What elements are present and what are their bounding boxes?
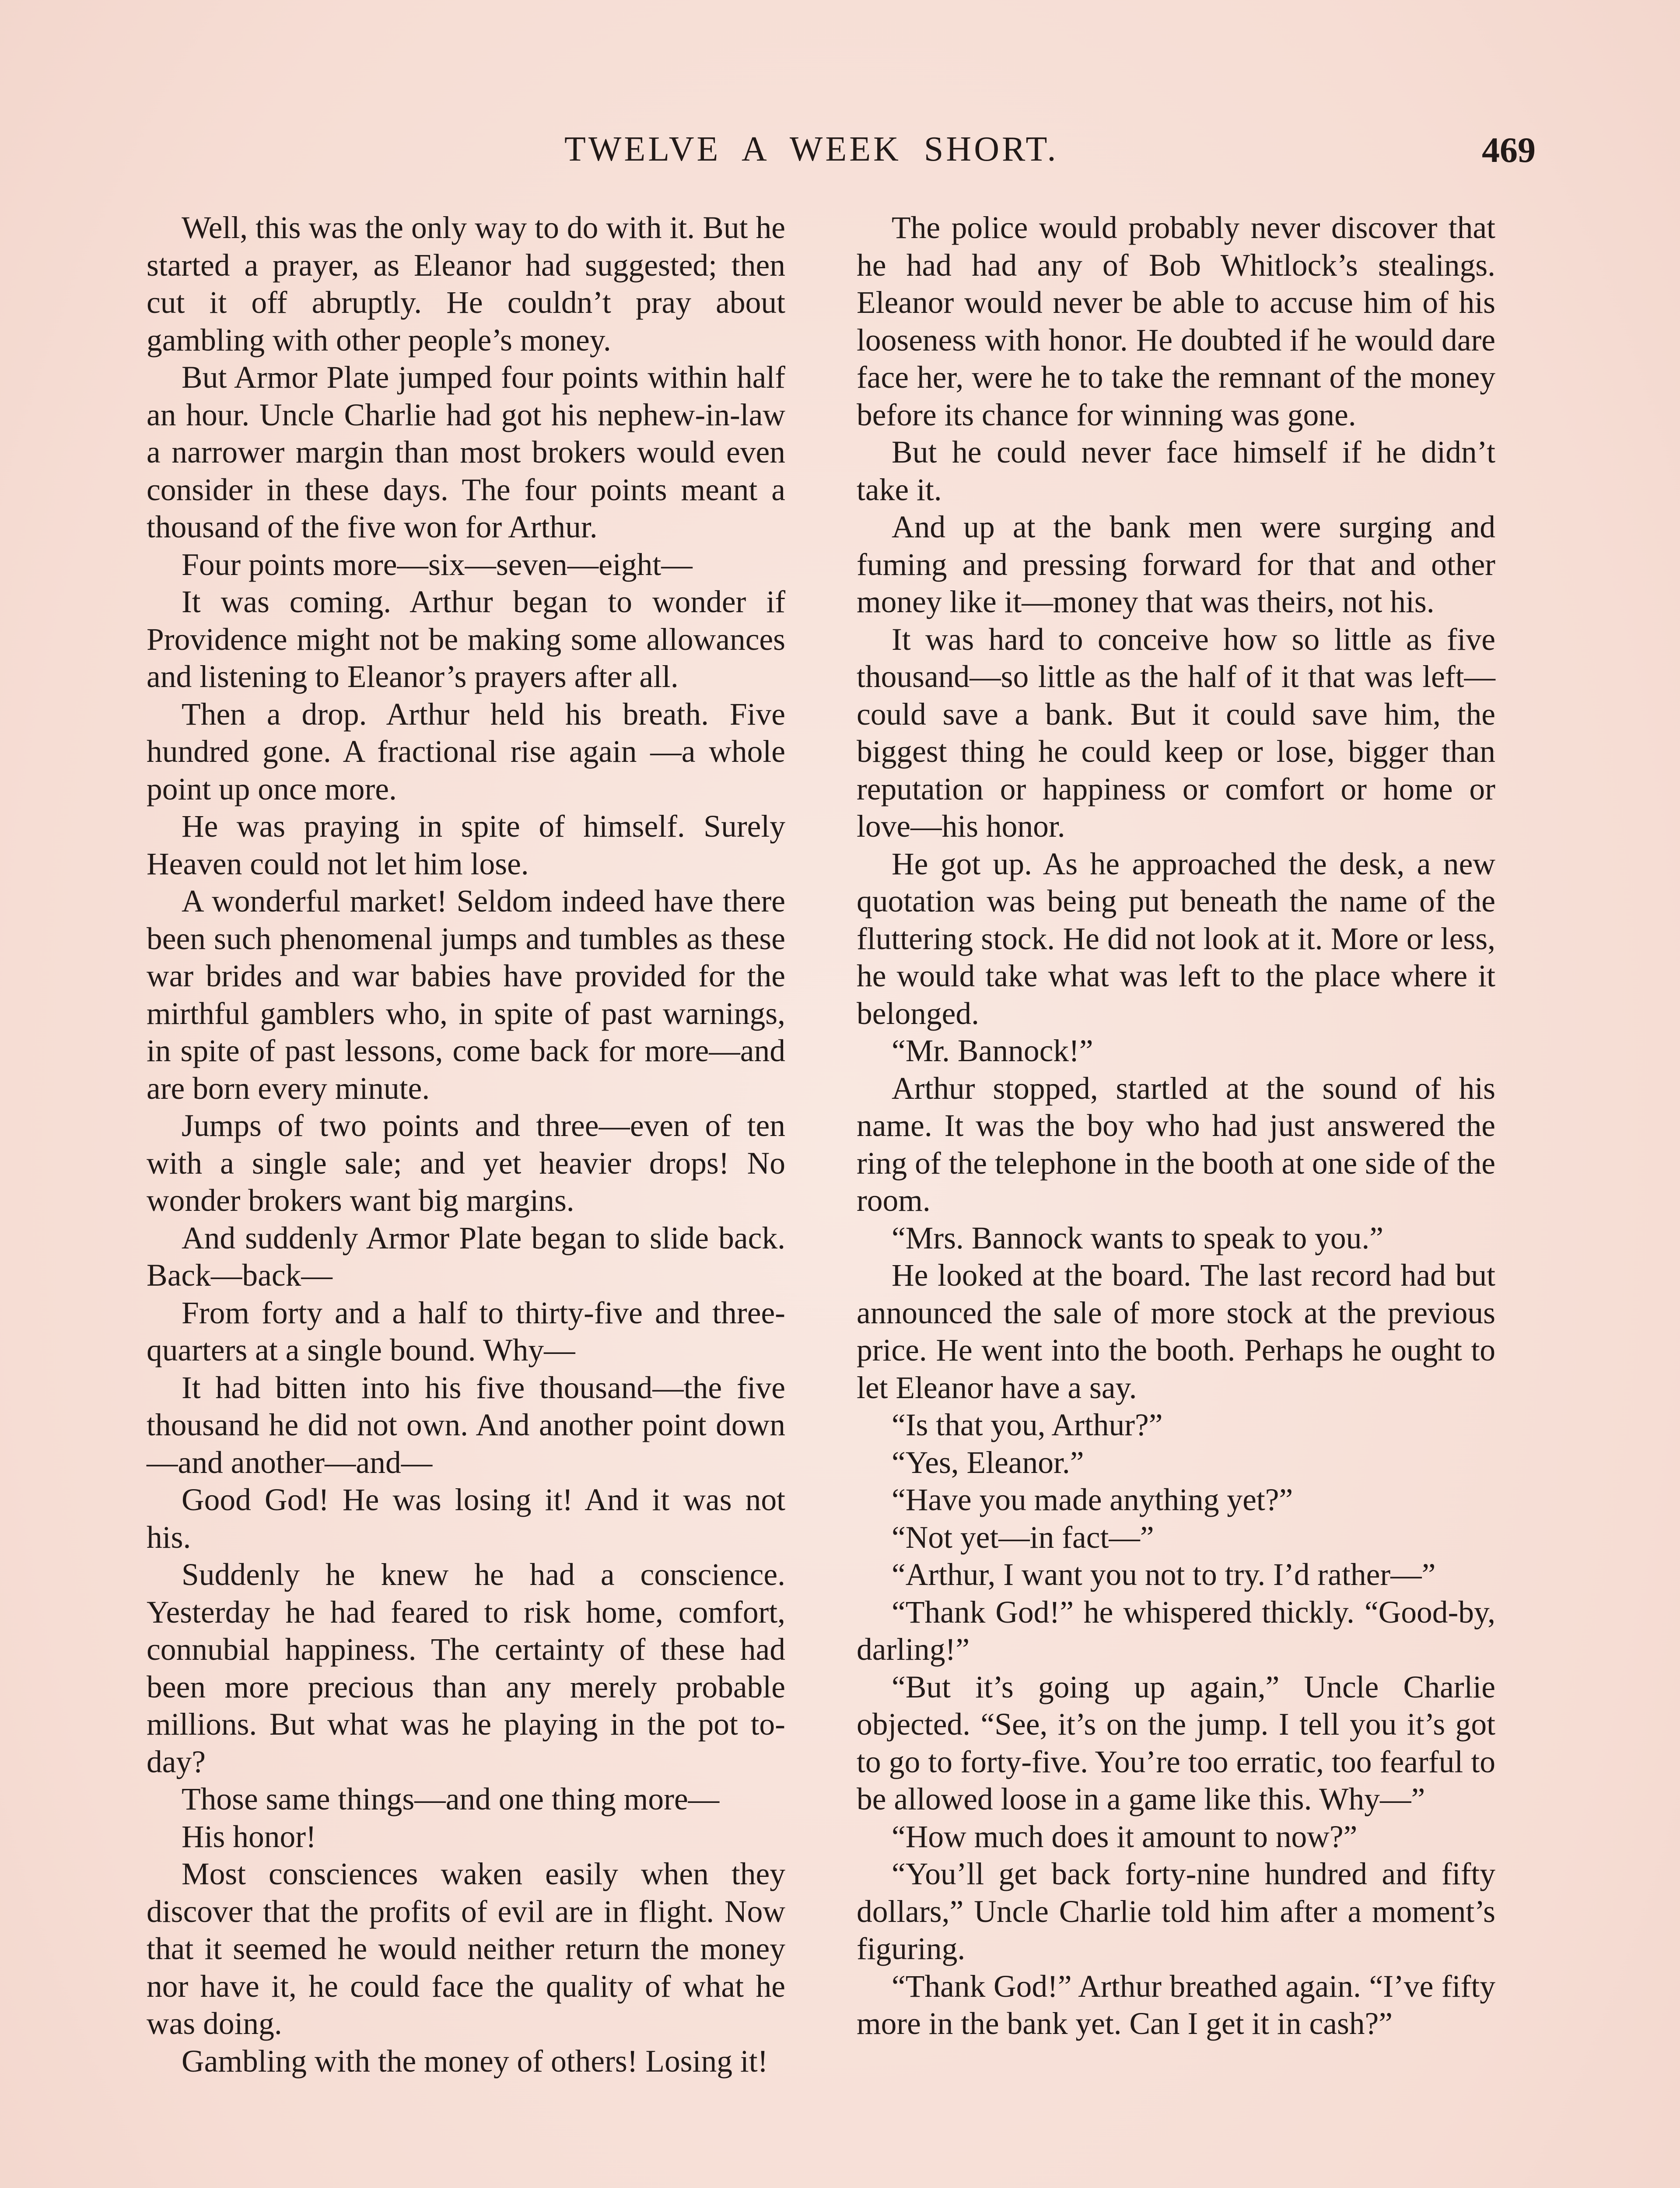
- paragraph: Well, this was the only way to do with it. But he started a prayer, as Eleanor had suggested; then cut it off abruptly. He couldn’t pray about gambling with other people’s money.: [147, 210, 785, 358]
- paragraph: He was praying in spite of himself. Surely Heaven could not let him lose.: [147, 809, 785, 881]
- paragraph: But he could never face himself if he didn’t take it.: [857, 435, 1495, 507]
- paragraph: “Thank God!” he whispered thickly. “Good-by, darling!”: [857, 1595, 1495, 1667]
- paragraph: He looked at the board. The last record had but announced the sale of more stock at the previous price. He went into the booth. Perhaps he ought to let Eleanor have a say.: [857, 1258, 1495, 1405]
- paragraph: “Arthur, I want you not to try. I’d rather—”: [892, 1557, 1436, 1592]
- right-column: [857, 209, 1495, 2043]
- paragraph: He got up. As he approached the desk, a new quotation was being put beneath the name of the fluttering stock. He did not look at it. More or less, he would take what was left to the place where it belonged.: [857, 846, 1495, 1031]
- paragraph: Jumps of two points and three—even of ten with a single sale; and yet heavier drops! No wonder brokers want big margins.: [147, 1108, 785, 1218]
- paragraph: “Mrs. Bannock wants to speak to you.”: [892, 1220, 1383, 1255]
- paragraph: Four points more—six—seven—eight—: [182, 547, 693, 582]
- paragraph: His honor!: [182, 1819, 316, 1854]
- paragraph: Gambling with the money of others! Losing it!: [182, 2044, 768, 2079]
- paragraph: And up at the bank men were surging and fuming and pressing forward for that and other money like it—money that was theirs, not his.: [857, 510, 1495, 619]
- running-head: [0, 130, 1680, 178]
- paragraph: “Have you made anything yet?”: [892, 1483, 1293, 1517]
- paragraph: “Mr. Bannock!”: [892, 1034, 1093, 1068]
- paragraph: Those same things—and one thing more—: [182, 1782, 720, 1816]
- paragraph: From forty and a half to thirty-five and three-quarters at a single bound. Why—: [147, 1295, 785, 1368]
- paragraph: “How much does it amount to now?”: [892, 1819, 1358, 1854]
- paragraph: Good God! He was losing it! And it was not his.: [147, 1483, 785, 1555]
- paragraph: And suddenly Armor Plate began to slide back. Back—back—: [147, 1220, 785, 1293]
- paragraph: “Is that you, Arthur?”: [892, 1408, 1163, 1442]
- paragraph: “Thank God!” Arthur breathed again. “I’ve fifty more in the bank yet. Can I get it in cash?”: [857, 1969, 1495, 2041]
- paragraph: “You’ll get back forty-nine hundred and fifty dollars,” Uncle Charlie told him after a moment’s figuring.: [857, 1857, 1495, 1966]
- paragraph: But Armor Plate jumped four points within half an hour. Uncle Charlie had got his nephew-in-law a narrower margin than most brokers would even consider in these days. The four points meant a thousand of the five won for Arthur.: [147, 360, 785, 544]
- paragraph: Then a drop. Arthur held his breath. Five hundred gone. A fractional rise again —a whole point up once more.: [147, 697, 785, 806]
- paragraph: The police would probably never discover that he had had any of Bob Whitlock’s stealings. Eleanor would never be able to accuse him of his looseness with honor. He doubted if he would dare face her, were he to take the remnant of the money before its chance for winning was gone.: [857, 210, 1495, 432]
- paragraph: “But it’s going up again,” Uncle Charlie objected. “See, it’s on the jump. I tell you it’s got to go to forty-five. You’re too erratic, too fearful to be allowed loose in a game like this. Why—”: [857, 1669, 1495, 1816]
- left-column: [147, 209, 785, 2080]
- paragraph: Suddenly he knew he had a conscience. Yesterday he had feared to risk home, comfort, connubial happiness. The certainty of these had been more precious than any merely probable millions. But what was he playing in the pot to-day?: [147, 1557, 785, 1779]
- paragraph: It had bitten into his five thousand—the five thousand he did not own. And another point down—and another—and—: [147, 1370, 785, 1480]
- paragraph: It was hard to conceive how so little as five thousand—so little as the half of it that was left—could save a bank. But it could save him, the biggest thing he could keep or lose, bigger than reputation or happiness or comfort or home or love—his honor.: [857, 622, 1495, 844]
- paragraph: Most consciences waken easily when they discover that the profits of evil are in flight. Now that it seemed he would neither return the money nor have it, he could face the quality of what he was doing.: [147, 1857, 785, 2041]
- running-title: TWELVE A WEEK SHORT.: [564, 130, 1059, 168]
- page-number: 469: [1482, 130, 1536, 170]
- paragraph: It was coming. Arthur began to wonder if Providence might not be making some allowances and listening to Eleanor’s prayers after all.: [147, 585, 785, 694]
- paragraph: A wonderful market! Seldom indeed have there been such phenomenal jumps and tumbles as these war brides and war babies have provided for the mirthful gamblers who, in spite of past warnings, in spite of past lessons, come back for more—and are born every minute.: [147, 884, 785, 1106]
- paragraph: Arthur stopped, startled at the sound of his name. It was the boy who had just answered the ring of the telephone in the booth at one side of the room.: [857, 1071, 1495, 1218]
- paragraph: “Not yet—in fact—”: [892, 1520, 1154, 1555]
- paragraph: “Yes, Eleanor.”: [892, 1445, 1084, 1480]
